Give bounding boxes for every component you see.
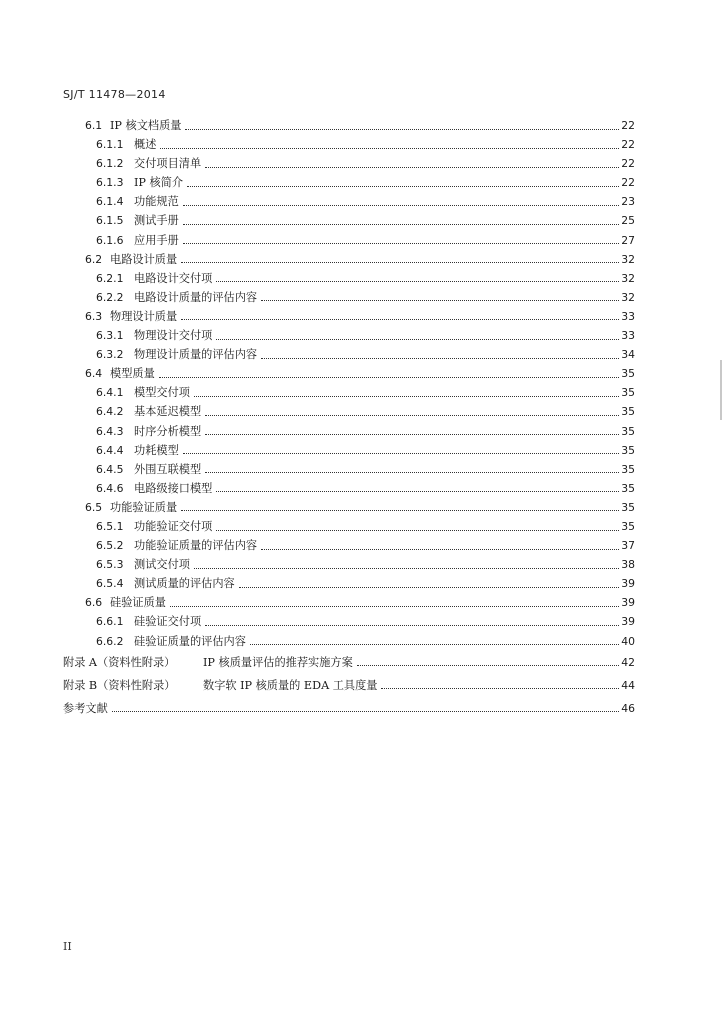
toc-entry-page: 40	[621, 634, 635, 648]
toc-entry-page: 35	[621, 405, 635, 419]
toc-entry[interactable]	[63, 612, 635, 631]
toc-leader-dots	[160, 147, 619, 149]
toc-entry-page: 35	[621, 481, 635, 495]
toc-entry[interactable]	[63, 326, 635, 345]
toc-entry[interactable]	[63, 269, 635, 288]
toc-entry-number: 6.4.4	[96, 443, 124, 457]
toc-entry-page: 32	[621, 252, 635, 266]
toc-leader-dots	[187, 185, 619, 187]
toc-leader-dots	[112, 710, 619, 712]
toc-entry-number: 6.2.2	[96, 290, 124, 304]
toc-entry[interactable]	[63, 250, 635, 269]
toc-entry-number: 6.3.2	[96, 348, 124, 362]
toc-leader-dots	[205, 624, 619, 626]
toc-entry-number: 6.4.6	[96, 481, 124, 495]
toc-leader-dots	[216, 490, 619, 492]
toc-entry[interactable]	[63, 632, 635, 651]
toc-entry-page: 32	[621, 271, 635, 285]
toc-entry-page: 23	[621, 195, 635, 209]
toc-entry-title: IP 核简介	[134, 176, 184, 190]
toc-entry[interactable]	[63, 460, 635, 479]
toc-entry[interactable]	[63, 364, 635, 383]
toc-leader-dots	[183, 242, 619, 244]
toc-entry-page: 44	[621, 678, 635, 692]
toc-entry-number: 6.3.1	[96, 329, 124, 343]
toc-entry-page: 22	[621, 119, 635, 132]
toc-entry[interactable]	[63, 345, 635, 364]
toc-entry-title: 物理设计质量的评估内容	[134, 348, 258, 362]
toc-entry-number: 6.2	[85, 252, 103, 266]
toc-entry-title: 功能验证交付项	[134, 519, 213, 533]
toc-entry-page: 32	[621, 290, 635, 304]
toc-entry-number: 6.5.3	[96, 558, 124, 572]
toc-leader-dots	[185, 128, 619, 130]
toc-leader-dots	[250, 643, 619, 645]
toc-entry-title: 功能规范	[134, 195, 179, 209]
toc-entry-title: 模型质量	[110, 367, 155, 381]
toc-entry-number: 6.5.4	[96, 577, 124, 591]
toc-entry-title: 电路设计质量	[110, 252, 178, 266]
toc-entry-number: 6.5	[85, 500, 103, 514]
toc-entry-page: 33	[621, 329, 635, 343]
toc-entry-number: 6.6.1	[96, 615, 124, 629]
toc-entry-page: 35	[621, 367, 635, 381]
toc-leader-dots	[205, 414, 619, 416]
toc-entry-title: 参考文献	[63, 701, 108, 715]
toc-entry[interactable]	[63, 651, 635, 674]
toc-entry[interactable]	[63, 536, 635, 555]
toc-entry-page: 37	[621, 539, 635, 553]
toc-leader-dots	[216, 529, 619, 531]
toc-entry[interactable]	[63, 441, 635, 460]
toc-entry-number: 6.4.2	[96, 405, 124, 419]
toc-entry-page: 46	[621, 701, 635, 715]
toc-entry-page: 33	[621, 309, 635, 323]
toc-entry-title: 电路级接口模型	[134, 481, 213, 495]
toc-entry-title: 时序分析模型	[134, 424, 202, 438]
toc-entry-page: 22	[621, 176, 635, 190]
toc-entry[interactable]	[63, 154, 635, 173]
toc-entry[interactable]	[63, 674, 635, 697]
toc-entry[interactable]	[63, 498, 635, 517]
toc-entry-page: 38	[621, 558, 635, 572]
toc-entry-title: IP 核质量评估的推荐实施方案	[203, 655, 353, 669]
toc-entry-title: 硅验证质量	[110, 596, 166, 610]
toc-entry[interactable]	[63, 211, 635, 230]
toc-entry-title: 测试手册	[134, 214, 179, 228]
toc-leader-dots	[159, 376, 619, 378]
toc-entry-title: 硅验证质量的评估内容	[134, 634, 246, 648]
toc-entry[interactable]	[63, 192, 635, 211]
toc-entry-title: 数字软 IP 核质量的 EDA 工具度量	[203, 678, 378, 692]
toc-entry[interactable]	[63, 383, 635, 402]
toc-entry-page: 39	[621, 577, 635, 591]
toc-entry-page: 35	[621, 386, 635, 400]
toc-entry-title: 电路设计交付项	[134, 271, 213, 285]
toc-leader-dots	[183, 204, 619, 206]
toc-entry[interactable]	[63, 307, 635, 326]
toc-entry-number: 6.1.1	[96, 138, 124, 152]
toc-leader-dots	[205, 433, 619, 435]
toc-entry-title: 概述	[134, 138, 157, 152]
toc-entry[interactable]	[63, 593, 635, 612]
toc-entry-number: 6.6.2	[96, 634, 124, 648]
toc-entry-number: 6.4	[85, 367, 103, 381]
toc-entry-title: 物理设计交付项	[134, 329, 213, 343]
toc-entry-page: 42	[621, 655, 635, 669]
toc-appendix-prefix: 附录 A（资料性附录）	[63, 655, 176, 669]
toc-entry-title: 应用手册	[134, 233, 179, 247]
toc-entry[interactable]	[63, 173, 635, 192]
toc-leader-dots	[239, 586, 620, 588]
toc-entry-number: 6.1.4	[96, 195, 124, 209]
toc-entry-page: 39	[621, 615, 635, 629]
toc-leader-dots	[183, 223, 619, 225]
toc-entry-title: 基本延迟模型	[134, 405, 202, 419]
toc-entry-page: 39	[621, 596, 635, 610]
toc-leader-dots	[357, 664, 619, 666]
toc-entry-title: 物理设计质量	[110, 309, 178, 323]
table-of-contents	[63, 116, 635, 720]
toc-leader-dots	[261, 357, 619, 359]
toc-leader-dots	[194, 395, 619, 397]
toc-leader-dots	[381, 687, 619, 689]
toc-entry-title: 外围互联模型	[134, 462, 202, 476]
toc-entry[interactable]	[63, 135, 635, 154]
page-number: II	[63, 940, 72, 953]
toc-leader-dots	[205, 166, 619, 168]
toc-entry-title: 电路设计质量的评估内容	[134, 290, 258, 304]
toc-leader-dots	[261, 299, 619, 301]
toc-entry-number: 6.4.5	[96, 462, 124, 476]
toc-entry[interactable]	[63, 402, 635, 421]
toc-entry[interactable]	[63, 422, 635, 441]
toc-entry[interactable]	[63, 555, 635, 574]
toc-entry-number: 6.1	[85, 119, 103, 132]
document-id: SJ/T 11478—2014	[63, 88, 166, 101]
toc-leader-dots	[194, 567, 619, 569]
toc-leader-dots	[261, 548, 619, 550]
toc-leader-dots	[205, 471, 619, 473]
toc-entry-title: 测试交付项	[134, 558, 190, 572]
toc-entry-title: 模型交付项	[134, 386, 190, 400]
toc-entry-page: 22	[621, 157, 635, 171]
toc-entry-number: 6.1.5	[96, 214, 124, 228]
toc-entry-number: 6.1.2	[96, 157, 124, 171]
toc-leader-dots	[216, 280, 619, 282]
toc-entry-number: 6.1.3	[96, 176, 124, 190]
toc-entry[interactable]	[63, 231, 635, 250]
toc-entry-number: 6.3	[85, 309, 103, 323]
toc-entry-page: 34	[621, 348, 635, 362]
toc-entry[interactable]	[63, 116, 635, 135]
toc-entry-page: 35	[621, 443, 635, 457]
toc-entry-number: 6.5.1	[96, 519, 124, 533]
toc-entry-page: 35	[621, 519, 635, 533]
toc-entry-number: 6.6	[85, 596, 103, 610]
toc-leader-dots	[170, 605, 619, 607]
toc-entry-page: 27	[621, 233, 635, 247]
toc-entry-page: 35	[621, 462, 635, 476]
toc-leader-dots	[183, 452, 619, 454]
toc-entry-number: 6.1.6	[96, 233, 124, 247]
toc-entry-title: 交付项目清单	[134, 157, 202, 171]
toc-entry[interactable]	[63, 517, 635, 536]
toc-entry[interactable]	[63, 574, 635, 593]
toc-entry-title: 硅验证交付项	[134, 615, 202, 629]
toc-leader-dots	[181, 509, 619, 511]
toc-leader-dots	[216, 338, 619, 340]
toc-entry-title: 功能验证质量	[110, 500, 178, 514]
toc-entry[interactable]	[63, 288, 635, 307]
toc-entry-page: 22	[621, 138, 635, 152]
toc-entry-number: 6.5.2	[96, 539, 124, 553]
toc-leader-dots	[181, 261, 619, 263]
toc-entry-number: 6.4.1	[96, 386, 124, 400]
scan-edge-mark	[720, 360, 722, 420]
toc-entry-title: 测试质量的评估内容	[134, 577, 235, 591]
toc-entry-page: 25	[621, 214, 635, 228]
toc-entry-number: 6.4.3	[96, 424, 124, 438]
toc-entry-number: 6.2.1	[96, 271, 124, 285]
toc-entry[interactable]	[63, 697, 635, 720]
toc-entry-title: 功耗模型	[134, 443, 179, 457]
toc-leader-dots	[181, 318, 619, 320]
toc-entry-title: 功能验证质量的评估内容	[134, 539, 258, 553]
toc-entry-title: IP 核文档质量	[110, 119, 182, 132]
toc-entry-page: 35	[621, 424, 635, 438]
toc-entry-page: 35	[621, 500, 635, 514]
toc-entry[interactable]	[63, 479, 635, 498]
toc-appendix-prefix: 附录 B（资料性附录）	[63, 678, 176, 692]
